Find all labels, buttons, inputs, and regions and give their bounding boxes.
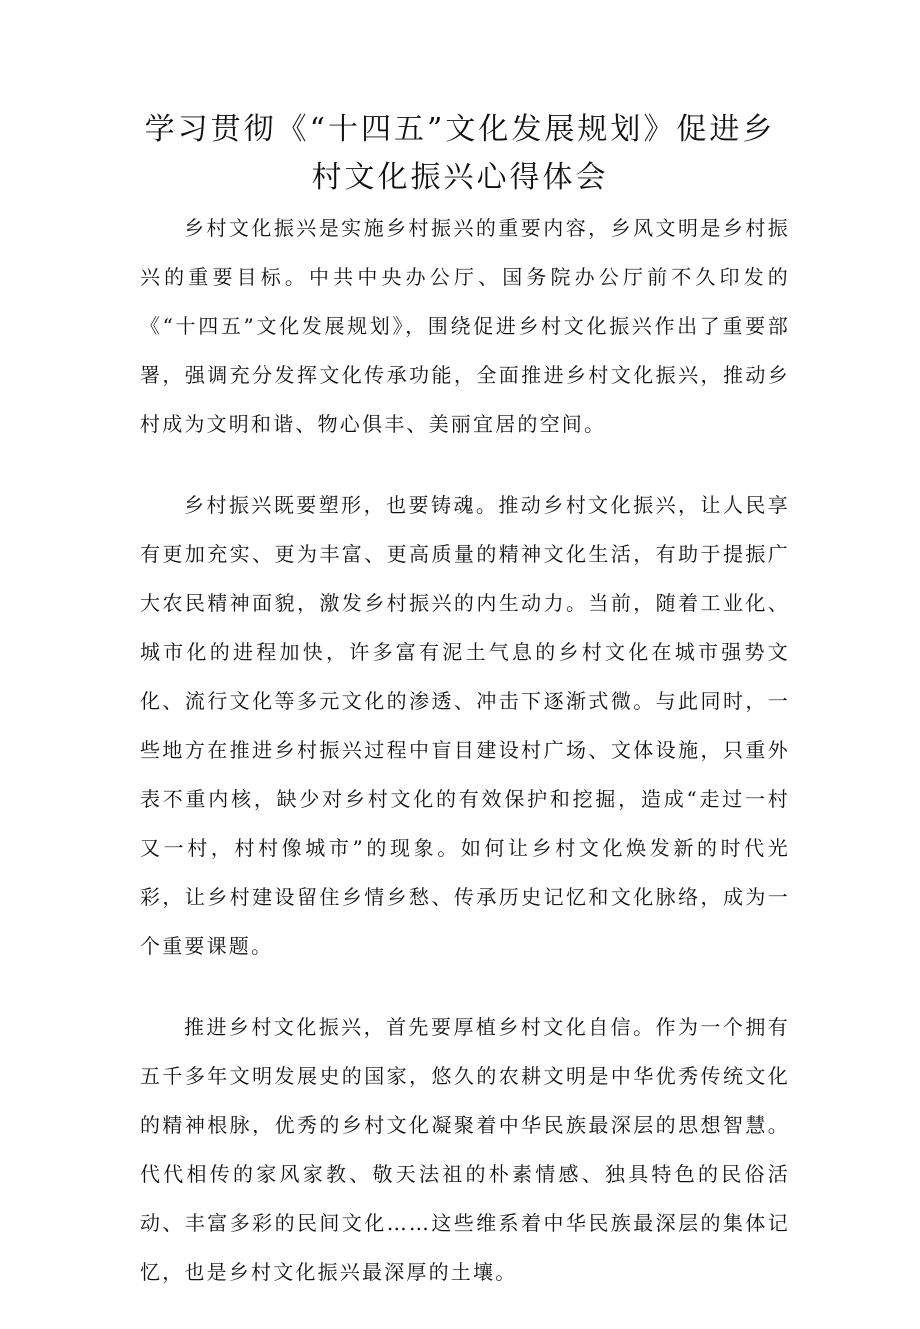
paragraph-1: 乡村文化振兴是实施乡村振兴的重要内容，乡风文明是乡村振兴的重要目标。中共中央办公厅、国务院办公厅前不久印发的《“十四五”文化发展规划》，围绕促进乡村文化振兴作出了重要部署，强调充分发挥文化传承功能，全面推进乡村文化振兴，推动乡村成为文明和谐、物心俱丰、美丽宜居的空间。 [140,216,790,436]
paragraph-2: 乡村振兴既要塑形，也要铸魂。推动乡村文化振兴，让人民享有更加充实、更为丰富、更高质量的精神文化生活，有助于提振广大农民精神面貌，激发乡村振兴的内生动力。当前，随着工业化、城市化的进程加快，许多富有泥土气息的乡村文化在城市强势文化、流行文化等多元文化的渗透、冲击下逐渐式微。与此同时，一些地方在推进乡村振兴过程中盲目建设村广场、文体设施，只重外表不重内核，缺少对乡村文化的有效保护和挖掘，造成“走过一村又一村，村村像城市”的现象。如何让乡村文化焕发新的时代光彩，让乡村建设留住乡情乡愁、传承历史记忆和文化脉络，成为一个重要课题。 [140,493,790,958]
paragraph-3: 推进乡村文化振兴，首先要厚植乡村文化自信。作为一个拥有五千多年文明发展史的国家，悠久的农耕文明是中华优秀传统文化的精神根脉，优秀的乡村文化凝聚着中华民族最深层的思想智慧。代代相传的家风家教、敬天法祖的朴素情感、独具特色的民俗活动、丰富多彩的民间文化……这些维系着中华民族最深层的集体记忆，也是乡村文化振兴最深厚的土壤。 [140,1015,790,1284]
document-title: 学习贯彻《“十四五”文化发展规划》促进乡村文化振兴心得体会 [144,112,776,195]
document-body [140,204,790,1329]
